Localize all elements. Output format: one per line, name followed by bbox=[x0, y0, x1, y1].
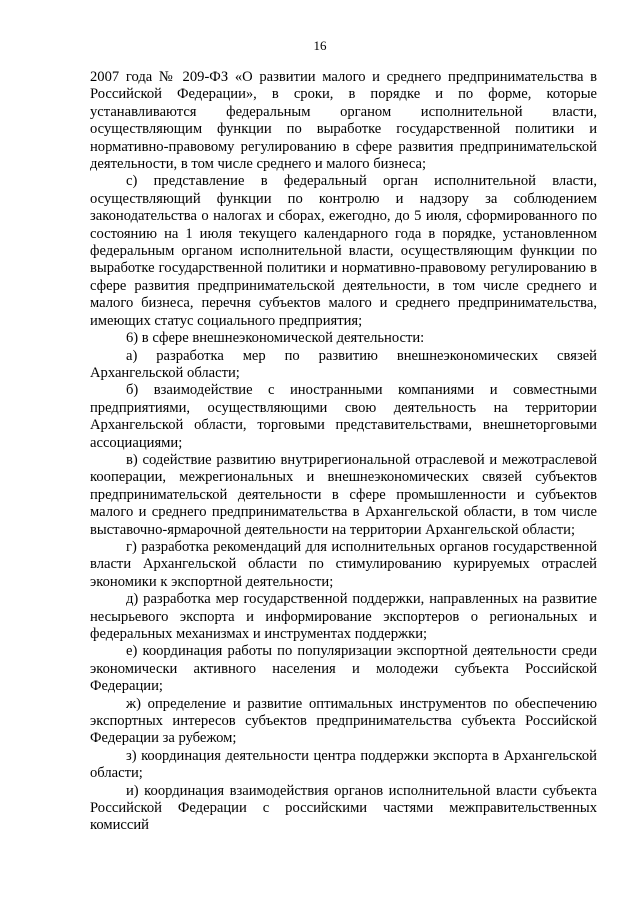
page-number: 16 bbox=[313, 38, 327, 53]
section-heading-6: 6) в сфере внешнеэкономической деятельности: bbox=[126, 330, 425, 347]
document-body bbox=[90, 69, 597, 835]
paragraph-item-d: д) разработка мер государственной поддержки, направленных на развитие несырьевого экспорта и информирование экспортеров о региональных и федеральных механизмах и инструментах поддержки; bbox=[90, 591, 597, 642]
paragraph-item-e: е) координация работы по популяризации экспортной деятельности среди экономически активного населения и молодежи субъекта Российской Федерации; bbox=[90, 643, 597, 695]
paragraph-item-zh: ж) определение и развитие оптимальных инструментов по обеспечению экспортных интересов субъектов предпринимательства субъекта Российской Федерации за рубежом; bbox=[90, 695, 597, 747]
paragraph-continuation: 2007 года № 209-ФЗ «О развитии малого и среднего предпринимательства в Российской Федерации», в сроки, в порядке и по форме, которые устанавливаются федеральным органом исполнительной власти, осуществляющим функции по выработке государственной политики и нормативно-правовому регулированию в сфере развития предпринимательской деятельности, в том числе среднего и малого бизнеса; bbox=[90, 69, 597, 173]
paragraph-item-b: б) взаимодействие с иностранными компаниями и совместными предприятиями, осуществляющими свою деятельность на территории Архангельской области, торговыми представительствами, внешнеторговыми ассоциациями; bbox=[90, 382, 597, 451]
paragraph-item-i: и) координация взаимодействия органов исполнительной власти субъекта Российской Федерации с российскими частями межправительственных комиссий bbox=[90, 782, 597, 834]
paragraph-item-z: з) координация деятельности центра поддержки экспорта в Архангельской области; bbox=[90, 747, 597, 782]
paragraph-item-v: в) содействие развитию внутрирегиональной отраслевой и межотраслевой кооперации, межрегиональных и внешнеэкономических связей субъектов предпринимательской деятельности в сфере промышленности и субъектов малого и среднего предпринимательства в Архангельской области, в том числе выставочно-ярмарочной деятельности на территории Архангельской области; bbox=[90, 451, 597, 538]
paragraph-item-a: а) разработка мер по развитию внешнеэкономических связей Архангельской области; bbox=[90, 347, 597, 381]
paragraph-item-c: с) представление в федеральный орган исполнительной власти, осуществляющий функции по контролю и надзору за соблюдением законодательства о налогах и сборах, ежегодно, до 5 июля, сформированного по состоянию на 1 июля текущего календарного года в порядке, установленном федеральным органом исполнительной власти, осуществляющим функции по выработке государственной политики и нормативно-правовому регулированию в сфере развития предпринимательской деятельности, в том числе среднего и малого бизнеса, перечня субъектов малого и среднего предпринимательства, имеющих статус социального предприятия; bbox=[90, 173, 597, 329]
paragraph-item-g: г) разработка рекомендаций для исполнительных органов государственной власти Архангельской области по стимулированию курируемых отраслей экономики к экспортной деятельности; bbox=[90, 538, 597, 590]
